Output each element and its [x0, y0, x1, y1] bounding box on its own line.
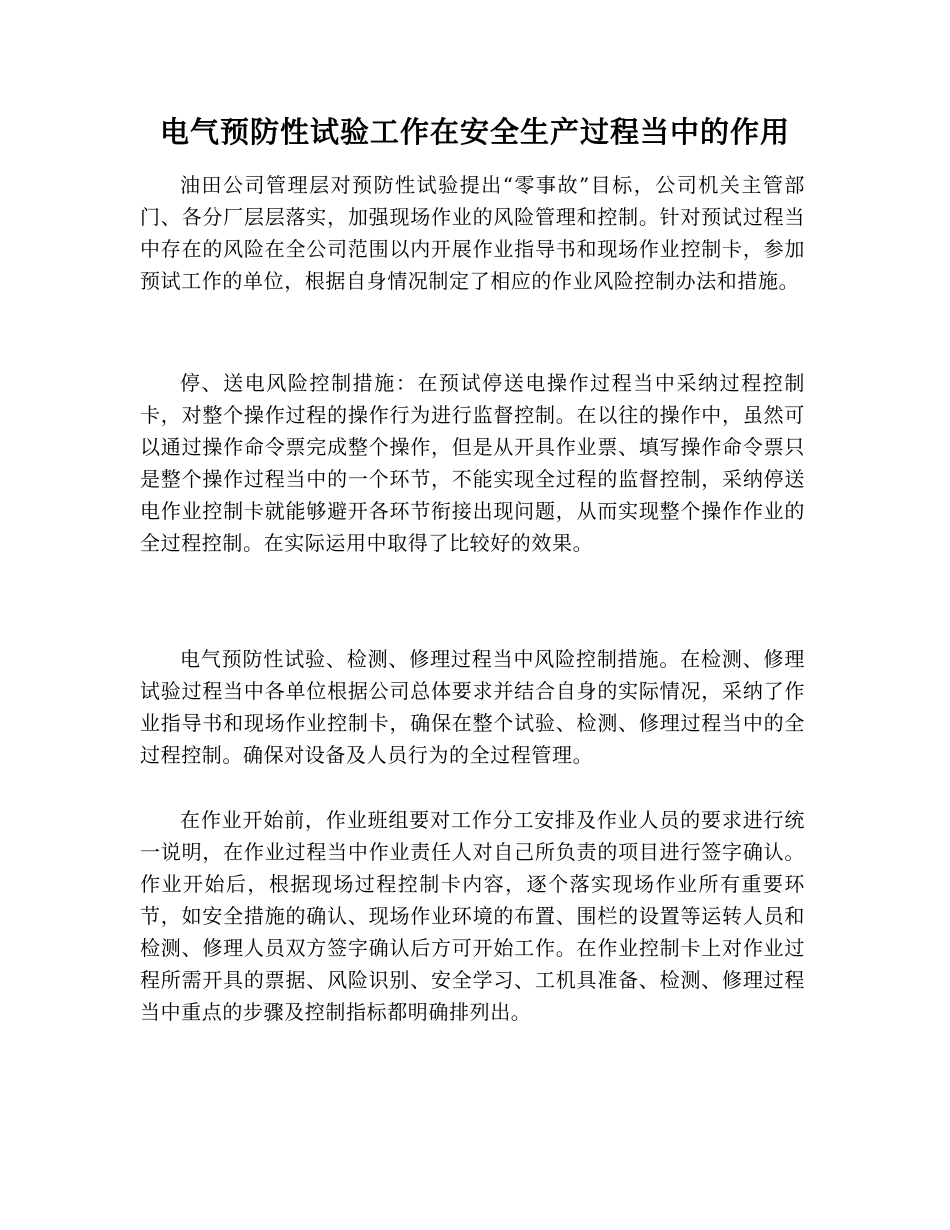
- paragraph-text: 油田公司管理层对预防性试验提出“零事故”目标，公司机关主管部门、各分厂层层落实，加强现场作业的风险管理和控制。针对预试过程当中存在的风险在全公司范围以内开展作业指导书和现场作业控制卡，参加预试工作的单位，根据自身情况制定了相应的作业风险控制办法和措施。: [140, 173, 805, 293]
- document-title: 电气预防性试验工作在安全生产过程当中的作用: [159, 115, 790, 149]
- paragraph-4: [140, 804, 805, 1028]
- paragraph-3: [140, 643, 805, 771]
- paragraph-text: 电气预防性试验、检测、修理过程当中风险控制措施。在检测、修理试验过程当中各单位根据公司总体要求并结合自身的实际情况，采纳了作业指导书和现场作业控制卡，确保在整个试验、检测、修理过程当中的全过程控制。确保对设备及人员行为的全过程管理。: [140, 647, 805, 767]
- paragraph-1: [140, 169, 805, 297]
- paragraph-2: [140, 367, 805, 559]
- paragraph-text: 在作业开始前，作业班组要对工作分工安排及作业人员的要求进行统一说明，在作业过程当中作业责任人对自己所负责的项目进行签字确认。作业开始后，根据现场过程控制卡内容，逐个落实现场作业所有重要环节，如安全措施的确认、现场作业环境的布置、围栏的设置等运转人员和检测、修理人员双方签字确认后方可开始工作。在作业控制卡上对作业过程所需开具的票据、风险识别、安全学习、工机具准备、检测、修理过程当中重点的步骤及控制指标都明确排列出。: [140, 808, 805, 1024]
- paragraph-text: 停、送电风险控制措施：在预试停送电操作过程当中采纳过程控制卡，对整个操作过程的操作行为进行监督控制。在以往的操作中，虽然可以通过操作命令票完成整个操作，但是从开具作业票、填写操作命令票只是整个操作过程当中的一个环节，不能实现全过程的监督控制，采纳停送电作业控制卡就能够避开各环节衔接出现问题，从而实现整个操作作业的全过程控制。在实际运用中取得了比较好的效果。: [140, 371, 805, 555]
